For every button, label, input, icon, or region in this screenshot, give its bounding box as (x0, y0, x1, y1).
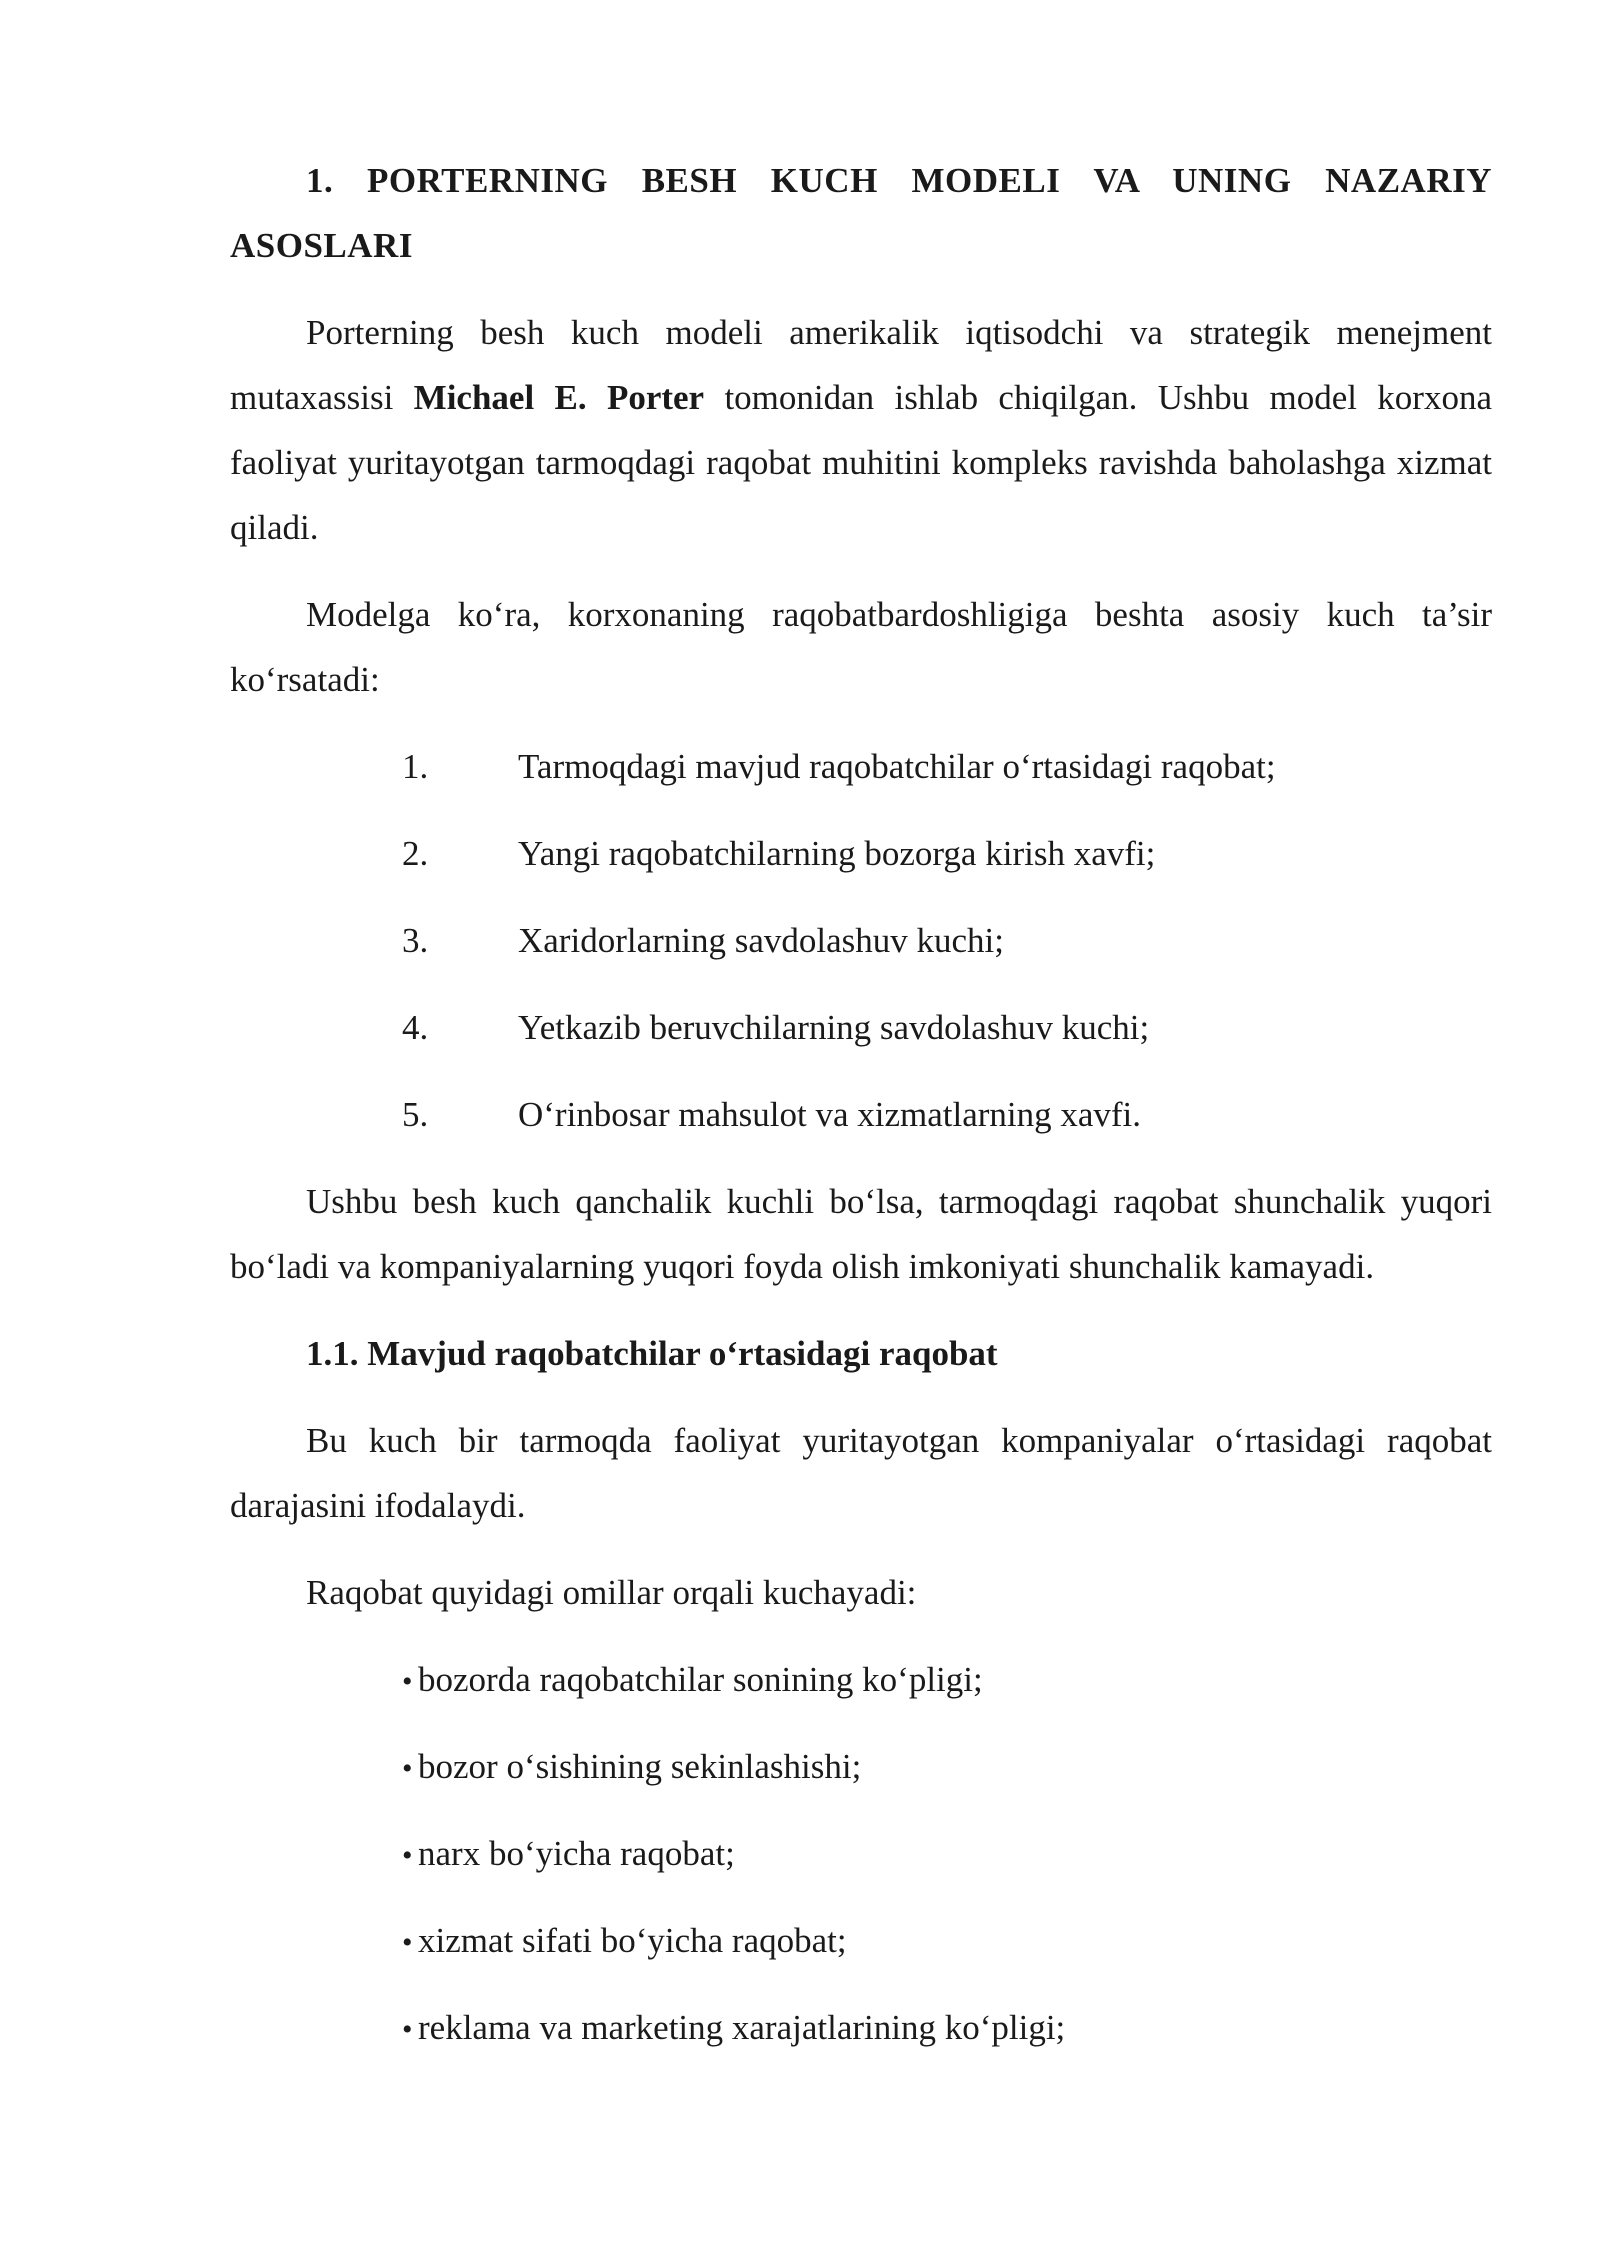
list-item (230, 821, 1492, 886)
list-item-text: narx bo‘yicha raqobat; (418, 1834, 735, 1873)
conclusion-paragraph: Ushbu besh kuch qanchalik kuchli bo‘lsa, tarmoqdagi raqobat shunchalik yuqori bo‘ladi va kompaniyalarning yuqori foyda olish imkoniyati shunchalik kamayadi. (230, 1182, 1492, 1286)
list-item-text: Yetkazib beruvchilarning savdolashuv kuchi; (518, 1008, 1150, 1047)
bullet-icon: • (402, 2013, 413, 2046)
list-item (230, 908, 1492, 973)
list-item-text: bozorda raqobatchilar sonining ko‘pligi; (418, 1660, 983, 1699)
section-heading: 1. PORTERNING BESH KUCH MODELI VA UNING NAZARIY ASOSLARI (230, 161, 1492, 265)
list-item (230, 1647, 1492, 1712)
list-item (230, 995, 1492, 1060)
list-item-text: Xaridorlarning savdolashuv kuchi; (518, 921, 1005, 960)
bullet-icon: • (402, 1839, 413, 1872)
list-item-number: 2. (402, 834, 429, 873)
list-item (230, 1821, 1492, 1886)
bullet-icon: • (402, 1752, 413, 1785)
list-item-number: 1. (402, 747, 429, 786)
list-item-number: 3. (402, 921, 429, 960)
list-item (230, 1995, 1492, 2060)
list-item-text: Yangi raqobatchilarning bozorga kirish xavfi; (518, 834, 1156, 873)
bullet-icon: • (402, 1665, 413, 1698)
list-item-text: O‘rinbosar mahsulot va xizmatlarning xavfi. (518, 1095, 1142, 1134)
factors-intro-paragraph: Raqobat quyidagi omillar orqali kuchayadi: (306, 1573, 917, 1612)
author-name: Michael E. Porter (413, 378, 705, 417)
list-item-text: Tarmoqdagi mavjud raqobatchilar o‘rtasidagi raqobat; (518, 747, 1276, 786)
list-item-number: 4. (402, 1008, 429, 1047)
bullet-icon: • (402, 1926, 413, 1959)
intro-text-end: tomonidan ishlab chiqilgan. Ushbu model korxona faoliyat yuritayotgan tarmoqdagi raqobat muhitini kompleks ravishda baholashga xizmat qiladi. (230, 378, 1493, 547)
list-item-text: xizmat sifati bo‘yicha raqobat; (418, 1921, 847, 1960)
list-item (230, 1082, 1492, 1147)
list-item (230, 1734, 1492, 1799)
list-item (230, 1908, 1492, 1973)
forces-intro-paragraph: Modelga ko‘ra, korxonaning raqobatbardoshligiga beshta asosiy kuch ta’sir ko‘rsatadi: (230, 595, 1492, 699)
forces-list (230, 734, 1492, 1147)
document-page (230, 148, 1492, 2082)
factors-list (230, 1647, 1492, 2060)
intro-paragraph (230, 300, 1492, 560)
intro-text-start: Porterning besh kuch modeli amerikalik iqtisodchi va strategik menejment mutaxassisi (230, 313, 1492, 417)
subsection-heading: 1.1. Mavjud raqobatchilar o‘rtasidagi raqobat (306, 1334, 998, 1373)
list-item-text: reklama va marketing xarajatlarining ko‘pligi; (418, 2008, 1066, 2047)
list-item (230, 734, 1492, 799)
list-item-text: bozor o‘sishining sekinlashishi; (418, 1747, 862, 1786)
rivalry-description-paragraph: Bu kuch bir tarmoqda faoliyat yuritayotgan kompaniyalar o‘rtasidagi raqobat darajasini ifodalaydi. (230, 1421, 1492, 1525)
list-item-number: 5. (402, 1095, 429, 1134)
